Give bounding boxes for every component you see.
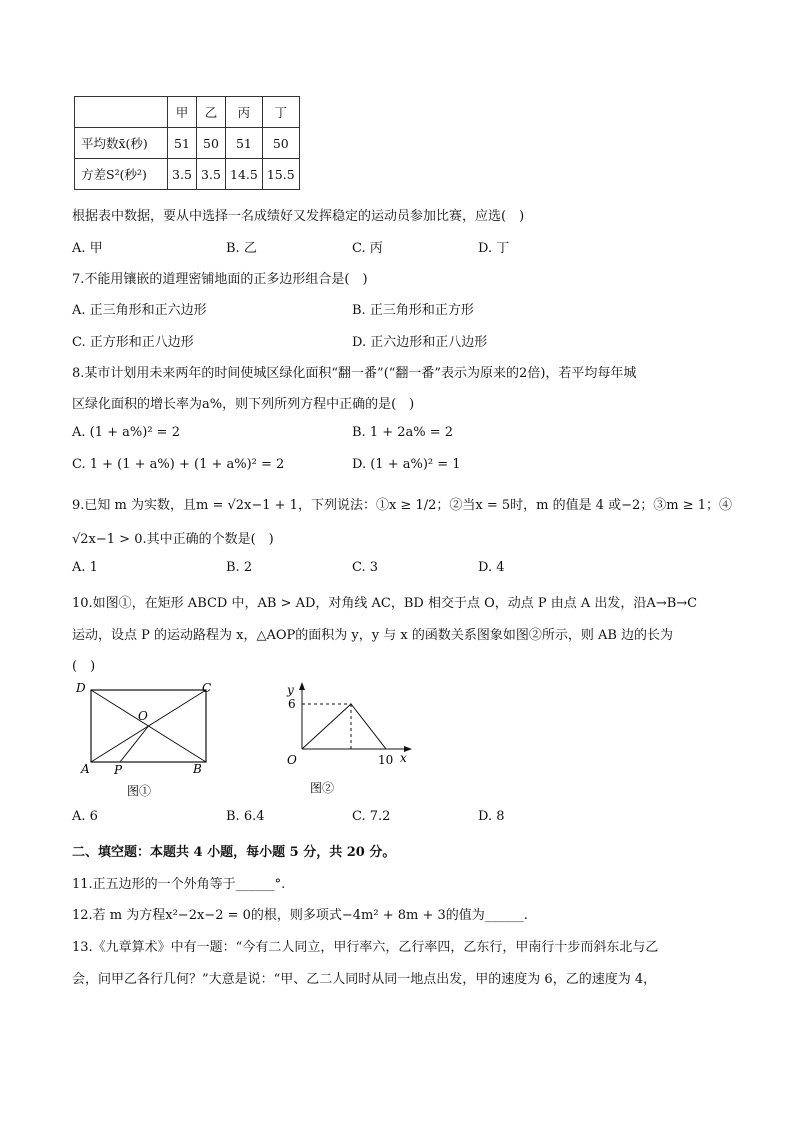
q8-stem-line2: 区绿化面积的增长率为a%，则下列所列方程中正确的是( ) [72, 397, 415, 412]
table-cell: 3.5 [168, 159, 197, 190]
q10-option-b: B. 6.4 [226, 809, 265, 824]
q8-option-a: A. (1 + a%)² = 2 [72, 425, 180, 440]
label-o: O [138, 709, 148, 723]
function-line [302, 704, 386, 749]
label-p: P [114, 763, 123, 777]
tick-label-6: 6 [288, 697, 296, 711]
q10-stem-line1: 10.如图①，在矩形 ABCD 中，AB > AD，对角线 AC，BD 相交于点 O，动点 P 由点 A 出发，沿A→B→C [72, 596, 698, 611]
table-row-label: 方差S²(秒²) [75, 159, 168, 190]
q10-option-c: C. 7.2 [352, 809, 391, 824]
origin-label: O [287, 753, 297, 767]
table-cell [75, 97, 168, 128]
q6-option-c: C. 丙 [352, 241, 383, 256]
q7-option-d: D. 正六边形和正八边形 [352, 335, 488, 350]
label-c: C [202, 681, 212, 695]
figure-1-caption: 图① [127, 784, 152, 798]
tick-label-10: 10 [378, 753, 394, 767]
table-header-row [75, 97, 300, 128]
q7-option-b: B. 正三角形和正方形 [352, 303, 474, 318]
q13-line1: 13.《九章算术》中有一题：“今有二人同立，甲行率六，乙行率四，乙东行，甲南行十步而斜东北与乙 [72, 940, 659, 955]
q7-option-a: A. 正三角形和正六边形 [72, 303, 207, 318]
y-axis-arrow [299, 682, 305, 690]
label-a: A [81, 762, 90, 776]
table-cell: 14.5 [226, 159, 263, 190]
q6-option-d: D. 丁 [478, 241, 510, 256]
table-cell: 15.5 [262, 159, 299, 190]
q8-option-c: C. 1 + (1 + a%) + (1 + a%)² = 2 [72, 457, 285, 472]
label-d: D [76, 681, 86, 695]
q8-option-d: D. (1 + a%)² = 1 [352, 457, 461, 472]
q8-stem-line1: 8.某市计划用未来两年的时间使城区绿化面积“翻一番”(“翻一番”表示为原来的2倍)，若平均每年城 [72, 366, 637, 381]
table-cell: 3.5 [197, 159, 226, 190]
q9-option-c: C. 3 [352, 560, 379, 575]
q9-stem-line1: 9.已知 m 为实数，且m = √2x−1 + 1，下列说法：①x ≥ 1/2；②当x = 5时，m 的值是 4 或−2；③m ≥ 1；④ [72, 498, 733, 513]
table-cell: 乙 [197, 97, 226, 128]
figure-rectangle-abcd [70, 678, 230, 800]
q11-text: 11.正五边形的一个外角等于______°. [72, 877, 286, 892]
table-cell: 50 [262, 128, 299, 159]
table-cell: 丁 [262, 97, 299, 128]
q6-option-a: A. 甲 [72, 241, 103, 256]
q10-option-a: A. 6 [72, 809, 98, 824]
q6-option-b: B. 乙 [226, 241, 257, 256]
figure-function-graph [280, 678, 416, 800]
q10-stem-line3: ( ) [72, 659, 96, 674]
table-cell: 甲 [168, 97, 197, 128]
table-cell: 51 [168, 128, 197, 159]
table-row-label: 平均数x̄(秒) [75, 128, 168, 159]
q6-stem: 根据表中数据，要从中选择一名成绩好又发挥稳定的运动员参加比赛，应选( ) [72, 209, 525, 224]
score-table [74, 96, 300, 190]
table-row [75, 128, 300, 159]
q9-option-b: B. 2 [226, 560, 253, 575]
table-cell: 51 [226, 128, 263, 159]
q8-option-b: B. 1 + 2a% = 2 [352, 425, 454, 440]
table-cell: 丙 [226, 97, 263, 128]
section-2-heading: 二、填空题：本题共 4 小题，每小题 5 分，共 20 分。 [72, 845, 396, 860]
axis-label-x: x [400, 751, 407, 765]
q9-option-a: A. 1 [72, 560, 98, 575]
q12-text: 12.若 m 为方程x²−2x−2 = 0的根，则多项式−4m² + 8m + 3的值为______. [72, 908, 528, 923]
q13-line2: 会，问甲乙各行几何？”大意是说：“甲、乙二人同时从同一地点出发，甲的速度为 6，乙的速度为 4， [72, 972, 657, 987]
figure-2-caption: 图② [310, 781, 335, 795]
q7-stem: 7.不能用镶嵌的道理密铺地面的正多边形组合是( ) [72, 272, 368, 287]
q7-option-c: C. 正方形和正八边形 [72, 335, 194, 350]
q10-stem-line2: 运动，设点 P 的运动路程为 x，△AOP的面积为 y，y 与 x 的函数关系图象如图②所示，则 AB 边的长为 [72, 628, 674, 643]
q9-stem-line2: √2x−1 > 0.其中正确的个数是( ) [72, 532, 274, 547]
label-b: B [193, 762, 202, 776]
table-cell: 50 [197, 128, 226, 159]
table-row [75, 159, 300, 190]
axis-label-y: y [287, 683, 294, 697]
q10-option-d: D. 8 [478, 809, 505, 824]
q9-option-d: D. 4 [478, 560, 505, 575]
segment-op [120, 726, 149, 762]
